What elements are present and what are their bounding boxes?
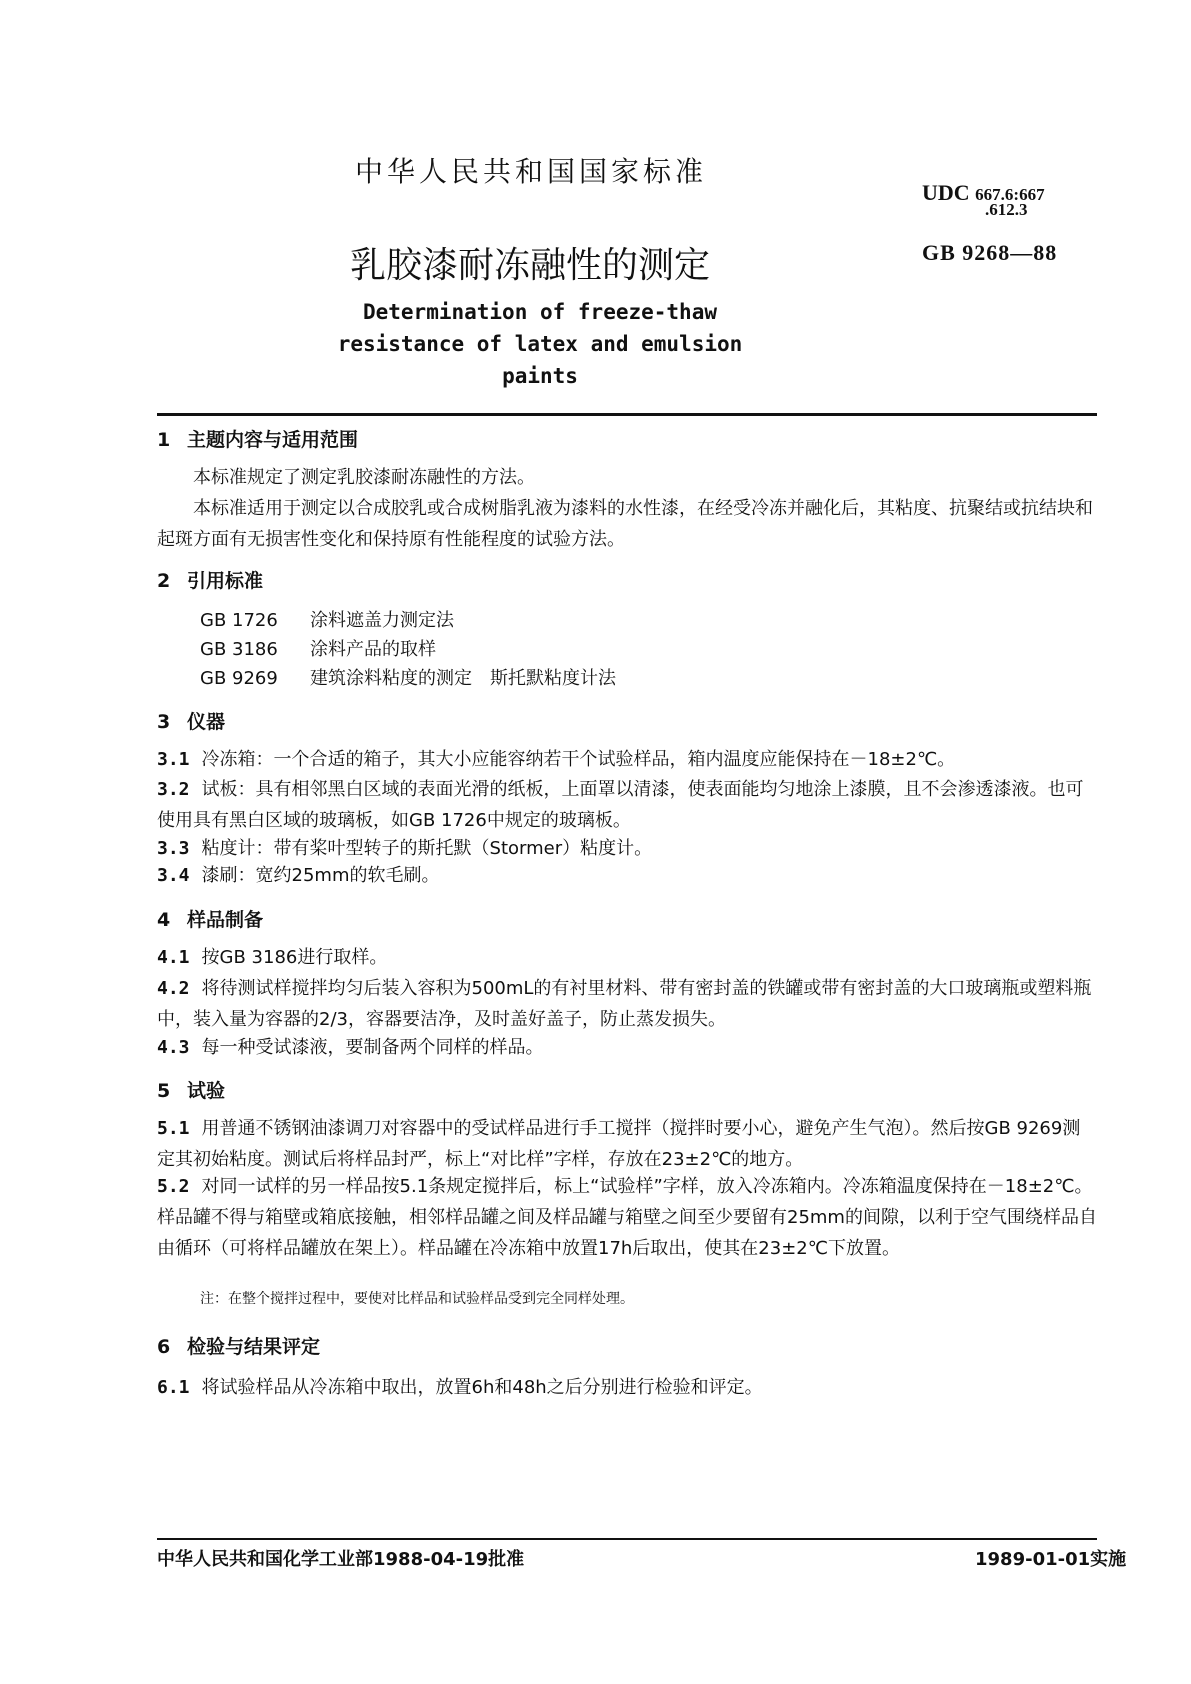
udc-code-line1: 667.6:667	[975, 185, 1045, 204]
reference-item: GB 3186 涂料产品的取样	[200, 639, 436, 660]
clause-4-2: 4.2 将待测试样搅拌均匀后装入容积为500mL的有衬里材料、带有密封盖的铁罐或带有密封盖的大口玻璃瓶或塑料瓶中，装入量为容器的2/3，容器要洁净，及时盖好盖子，防止蒸发损失。	[157, 978, 1092, 1030]
clause-3-3: 3.3 粘度计：带有桨叶型转子的斯托默（Stormer）粘度计。	[157, 838, 653, 859]
clause-3-4: 3.4 漆刷：宽约25mm的软毛刷。	[157, 865, 440, 886]
clause-5-1: 5.1 用普通不锈钢油漆调刀对容器中的受试样品进行手工搅拌（搅拌时要小心，避免产生气泡）。然后按GB 9269测定其初始粘度。测试后将样品封严，标上“对比样”字样，存放在23±2℃的地方。	[157, 1118, 1081, 1170]
section-1-para-1: 本标准规定了测定乳胶漆耐冻融性的方法。	[193, 467, 535, 488]
effective-date: 1989-01-01实施	[975, 1549, 1127, 1570]
section-1-heading: 1 主题内容与适用范围	[157, 429, 359, 451]
clause-5-2: 5.2 对同一试样的另一样品按5.1条规定搅拌后，标上“试验样”字样，放入冷冻箱内。冷冻箱温度保持在－18±2℃。样品罐不得与箱壁或箱底接触，相邻样品罐之间及样品罐与箱壁之间至少要留有25mm的间隙，以利于空气围绕样品自由循环（可将样品罐放在架上）。样品罐在冷冻箱中放置17h后取出，使其在23±2℃下放置。	[157, 1176, 1097, 1259]
header-divider	[157, 413, 1097, 416]
document-title: 乳胶漆耐冻融性的测定	[350, 245, 711, 286]
section-4-heading: 4 样品制备	[157, 909, 264, 931]
udc-code-line2: .612.3	[985, 200, 1028, 219]
section-5-heading: 5 试验	[157, 1080, 226, 1102]
udc-label: UDC	[922, 180, 970, 205]
reference-item: GB 1726 涂料遮盖力测定法	[200, 610, 454, 631]
clause-3-2: 3.2 试板：具有相邻黑白区域的表面光滑的纸板，上面罩以清漆，使表面能均匀地涂上漆膜，且不会渗透漆液。也可使用具有黑白区域的玻璃板，如GB 1726中规定的玻璃板。	[157, 779, 1084, 831]
clause-6-1: 6.1 将试验样品从冷冻箱中取出，放置6h和48h之后分别进行检验和评定。	[157, 1377, 763, 1398]
clause-4-1: 4.1 按GB 3186进行取样。	[157, 947, 388, 968]
section-1-para-2: 本标准适用于测定以合成胶乳或合成树脂乳液为漆料的水性漆，在经受冷冻并融化后，其粘度、抗聚结或抗结块和起斑方面有无损害性变化和保持原有性能程度的试验方法。	[157, 498, 1093, 550]
issuer-title: 中华人民共和国国家标准	[355, 155, 708, 188]
english-title-line2: resistance of latex and emulsion paints	[337, 332, 743, 388]
section-2-heading: 2 引用标准	[157, 570, 264, 592]
section-6-heading: 6 检验与结果评定	[157, 1336, 321, 1358]
footer-divider	[157, 1538, 1097, 1540]
approval-line: 中华人民共和国化学工业部1988-04-19批准	[157, 1549, 525, 1570]
clause-3-1: 3.1 冷冻箱：一个合适的箱子，其大小应能容纳若干个试验样品，箱内温度应能保持在－18±2℃。	[157, 749, 956, 770]
english-title-line1: Determination of freeze-thaw	[362, 300, 717, 324]
reference-item: GB 9269 建筑涂料粘度的测定 斯托默粘度计法	[200, 668, 616, 689]
english-title	[300, 296, 780, 392]
standard-number: GB 9268—88	[922, 240, 1058, 265]
section-3-heading: 3 仪器	[157, 711, 226, 733]
note: 注：在整个搅拌过程中，要使对比样品和试验样品受到完全同样处理。	[200, 1291, 634, 1307]
clause-4-3: 4.3 每一种受试漆液，要制备两个同样的样品。	[157, 1037, 544, 1058]
